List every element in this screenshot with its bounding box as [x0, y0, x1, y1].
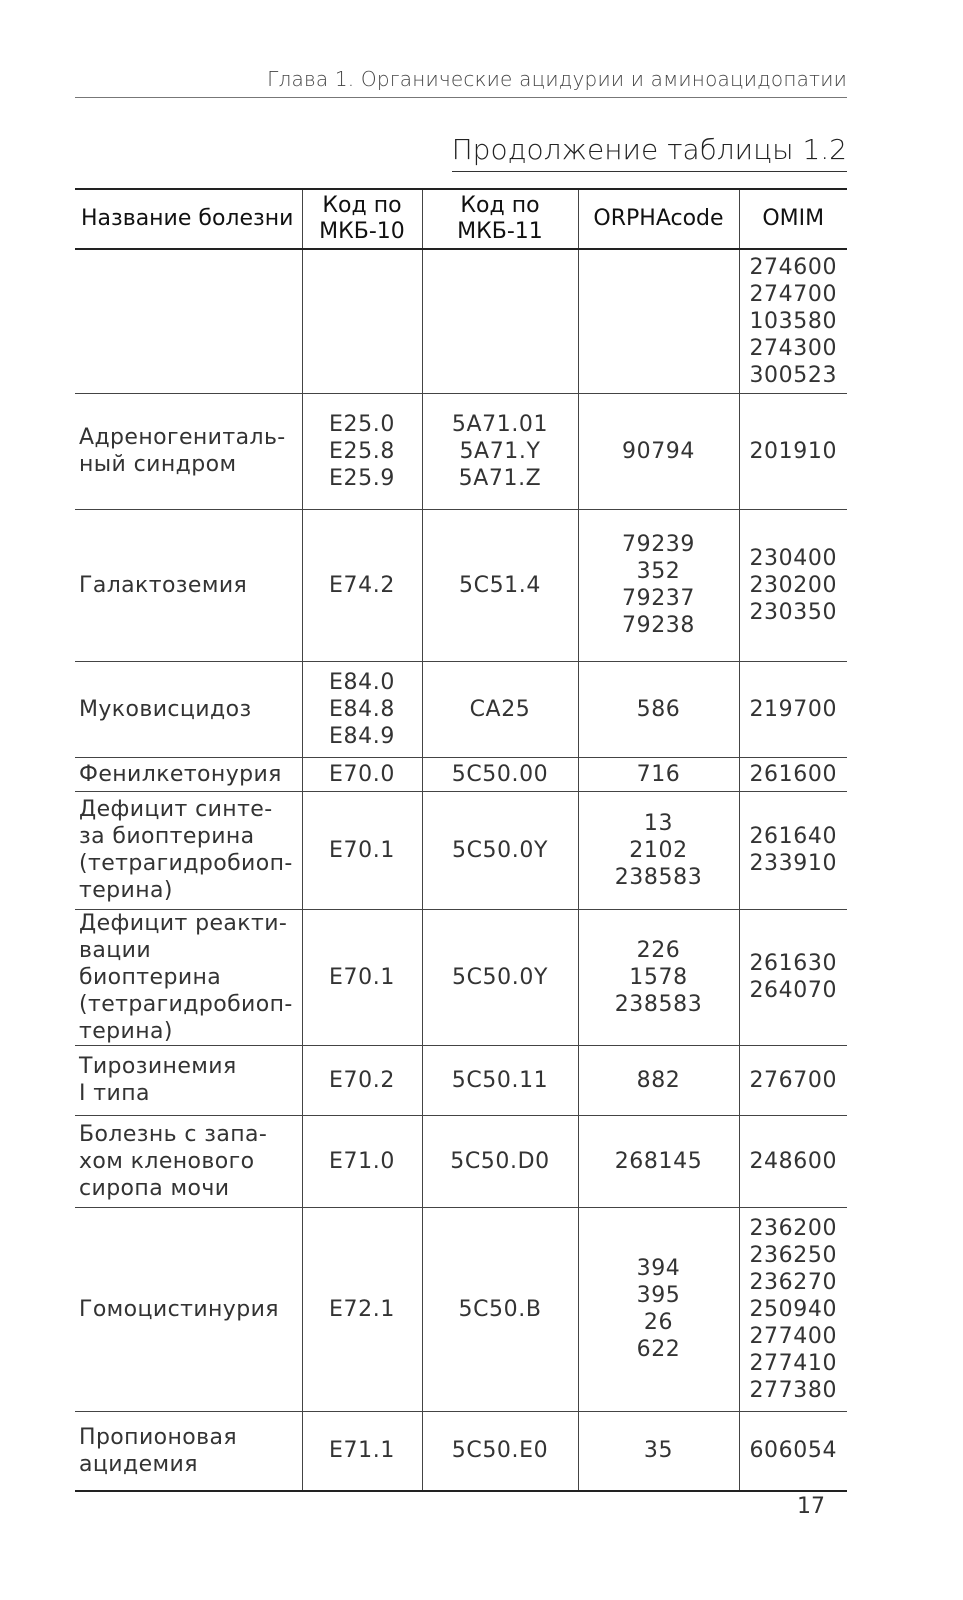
running-head: Глава 1. Органические ацидурии и аминоацидопатии	[267, 67, 847, 91]
cell-disease-name	[75, 1411, 302, 1491]
cell-orphacode	[578, 757, 739, 791]
cell-line: Адреногениталь-	[79, 425, 286, 450]
cell-line: 2102	[629, 837, 688, 863]
cell-line: терина)	[79, 878, 173, 903]
cell-line: E84.9	[329, 723, 395, 749]
cell-icd10	[302, 791, 422, 909]
cell-line: 5C51.4	[459, 572, 541, 598]
cell-line: сиропа мочи	[79, 1175, 230, 1201]
cell-disease-name	[75, 757, 302, 791]
cell-line: ный синдром	[79, 452, 237, 477]
cell-disease-name	[75, 909, 302, 1045]
cell-line: 268145	[614, 1148, 703, 1174]
cell-line: Муковисцидоз	[79, 696, 252, 722]
cell-icd11	[422, 509, 578, 661]
cell-line: 79237	[622, 586, 695, 611]
cell-disease-name	[75, 393, 302, 509]
cell-line: 250940	[749, 1296, 838, 1322]
cell-line: Галактоземия	[79, 572, 248, 598]
cell-icd11	[422, 661, 578, 757]
cell-omim	[739, 661, 847, 757]
cell-orphacode	[578, 661, 739, 757]
cell-omim	[739, 757, 847, 791]
cell-line: 219700	[749, 696, 838, 722]
cell-line: 5C50.00	[451, 761, 549, 787]
cell-disease-name	[75, 1207, 302, 1411]
cell-line: 35	[643, 1438, 674, 1464]
cell-line: 586	[636, 696, 681, 722]
cell-line: 79239	[622, 532, 695, 557]
cell-line: 5C50.B	[458, 1296, 542, 1322]
cell-line: E84.8	[329, 696, 395, 722]
cell-omim	[739, 791, 847, 909]
cell-line: E72.1	[329, 1296, 395, 1322]
cell-line: 201910	[749, 438, 838, 464]
cell-line: 277400	[749, 1323, 838, 1349]
cell-line: за биоптерина	[79, 824, 255, 849]
cell-disease-name	[75, 791, 302, 909]
cell-orphacode	[578, 909, 739, 1045]
cell-line: 261640	[749, 824, 838, 849]
cell-line: 5C50.11	[451, 1067, 549, 1093]
cell-line: 882	[636, 1067, 681, 1093]
cell-icd10	[302, 1207, 422, 1411]
cell-line: 274700	[749, 281, 838, 307]
table-caption: Продолжение таблицы 1.2	[452, 133, 847, 172]
header-orphacode: ORPHAcode	[578, 189, 739, 249]
cell-line: 277380	[749, 1377, 838, 1403]
cell-line: ацидемия	[79, 1451, 198, 1477]
cell-line: E25.9	[329, 465, 395, 491]
cell-line: 226	[636, 937, 681, 963]
cell-line: E74.2	[329, 572, 395, 598]
cell-line: 274600	[749, 254, 838, 280]
cell-line: 248600	[749, 1148, 838, 1174]
cell-line: 5C50.0Y	[452, 964, 548, 990]
cell-line: E25.0	[329, 411, 395, 437]
table-row	[75, 393, 847, 509]
cell-line: 230400	[749, 545, 838, 571]
cell-omim	[739, 1207, 847, 1411]
cell-line: Болезнь с запа-	[79, 1121, 268, 1147]
cell-line: Дефицит синте-	[79, 797, 273, 822]
cell-omim	[739, 1115, 847, 1207]
cell-line: 5A71.Z	[458, 465, 542, 491]
table-row	[75, 1115, 847, 1207]
table-row	[75, 791, 847, 909]
cell-line: 5A71.01	[451, 411, 549, 437]
table-row	[75, 661, 847, 757]
cell-line: 103580	[749, 308, 838, 334]
cell-omim	[739, 393, 847, 509]
header-omim: OMIM	[739, 189, 847, 249]
cell-orphacode	[578, 1115, 739, 1207]
cell-line: CA25	[469, 696, 531, 722]
cell-line: E70.1	[329, 837, 395, 863]
cell-icd11	[422, 909, 578, 1045]
header-icd11: Код по МКБ-11	[422, 189, 578, 249]
cell-orphacode	[578, 249, 739, 393]
cell-orphacode	[578, 393, 739, 509]
table-row	[75, 509, 847, 661]
cell-icd11	[422, 393, 578, 509]
cell-line: 261630	[749, 951, 838, 976]
cell-line: (тетрагидробиоп-	[79, 851, 293, 876]
cell-line: 622	[636, 1337, 681, 1362]
cell-line: E70.2	[329, 1067, 395, 1093]
cell-disease-name	[75, 1115, 302, 1207]
cell-orphacode	[578, 791, 739, 909]
cell-line: Пропионовая	[79, 1424, 238, 1450]
cell-icd10	[302, 757, 422, 791]
cell-line: Дефицит реакти-	[79, 910, 288, 936]
cell-line: E25.8	[329, 438, 395, 464]
cell-disease-name	[75, 1045, 302, 1115]
cell-line: 13	[643, 810, 674, 836]
cell-omim	[739, 509, 847, 661]
header-rule	[75, 97, 847, 98]
cell-line: E70.0	[329, 761, 395, 787]
table-header-row	[75, 189, 847, 249]
table-row	[75, 1045, 847, 1115]
cell-icd10	[302, 1115, 422, 1207]
cell-icd10	[302, 1411, 422, 1491]
cell-omim	[739, 1045, 847, 1115]
cell-line: 230200	[749, 572, 838, 598]
cell-line: Тирозинемия	[79, 1054, 237, 1079]
cell-line: 26	[643, 1310, 674, 1335]
cell-icd11	[422, 1045, 578, 1115]
cell-line: 230350	[749, 599, 838, 625]
cell-icd10	[302, 509, 422, 661]
table-row	[75, 757, 847, 791]
cell-line: (тетрагидробиоп-	[79, 991, 293, 1017]
cell-line: E71.1	[329, 1438, 395, 1464]
cell-omim	[739, 1411, 847, 1491]
cell-line: 274300	[749, 335, 838, 361]
cell-line: Фенилкетонурия	[79, 761, 282, 787]
cell-line: 236270	[749, 1269, 838, 1295]
cell-line: 352	[636, 559, 681, 584]
cell-line: 5C50.E0	[451, 1438, 549, 1464]
cell-line: 90794	[622, 438, 695, 464]
table-row	[75, 249, 847, 393]
cell-disease-name	[75, 661, 302, 757]
cell-omim	[739, 909, 847, 1045]
cell-line: 236200	[749, 1215, 838, 1241]
cell-line: 233910	[749, 851, 838, 876]
cell-line: хом кленового	[79, 1148, 255, 1174]
cell-line: E70.1	[329, 964, 395, 990]
cell-line: 395	[636, 1283, 681, 1308]
cell-orphacode	[578, 1411, 739, 1491]
cell-line: 276700	[749, 1067, 838, 1093]
cell-icd11	[422, 1115, 578, 1207]
cell-line: 606054	[749, 1438, 838, 1464]
cell-line: 277410	[749, 1350, 838, 1376]
header-disease-name: Название болезни	[75, 189, 302, 249]
cell-icd10	[302, 249, 422, 393]
cell-line: 238583	[614, 991, 703, 1017]
cell-line: 264070	[749, 978, 838, 1003]
cell-line: 1578	[629, 964, 688, 990]
cell-line: 261600	[749, 761, 838, 787]
cell-line: 5A71.Y	[459, 438, 541, 464]
cell-line: 79238	[622, 613, 695, 638]
disease-codes-table	[75, 188, 847, 1492]
cell-icd11	[422, 1207, 578, 1411]
cell-line: Гомоцистинурия	[79, 1296, 279, 1322]
cell-line: вации биоптерина	[79, 937, 222, 990]
cell-line: 300523	[749, 362, 838, 388]
cell-line: E71.0	[329, 1148, 395, 1174]
cell-icd10	[302, 1045, 422, 1115]
cell-icd10	[302, 909, 422, 1045]
cell-icd11	[422, 249, 578, 393]
table-row	[75, 1207, 847, 1411]
cell-line: E84.0	[329, 669, 395, 695]
cell-disease-name	[75, 509, 302, 661]
cell-line: 716	[636, 761, 681, 787]
page-number: 17	[797, 1494, 825, 1519]
cell-icd10	[302, 661, 422, 757]
table-row	[75, 1411, 847, 1491]
cell-line: терина)	[79, 1018, 173, 1044]
cell-icd11	[422, 1411, 578, 1491]
table-row	[75, 909, 847, 1045]
cell-line: I типа	[79, 1081, 150, 1106]
cell-orphacode	[578, 1045, 739, 1115]
header-icd10: Код по МКБ-10	[302, 189, 422, 249]
cell-line: 236250	[749, 1242, 838, 1268]
cell-line: 394	[636, 1256, 681, 1281]
cell-omim	[739, 249, 847, 393]
cell-line: 5C50.D0	[450, 1148, 550, 1174]
cell-line: 5C50.0Y	[452, 837, 548, 863]
cell-line: 238583	[614, 864, 703, 890]
cell-icd10	[302, 393, 422, 509]
cell-icd11	[422, 791, 578, 909]
cell-orphacode	[578, 509, 739, 661]
cell-orphacode	[578, 1207, 739, 1411]
cell-disease-name	[75, 249, 302, 393]
cell-icd11	[422, 757, 578, 791]
